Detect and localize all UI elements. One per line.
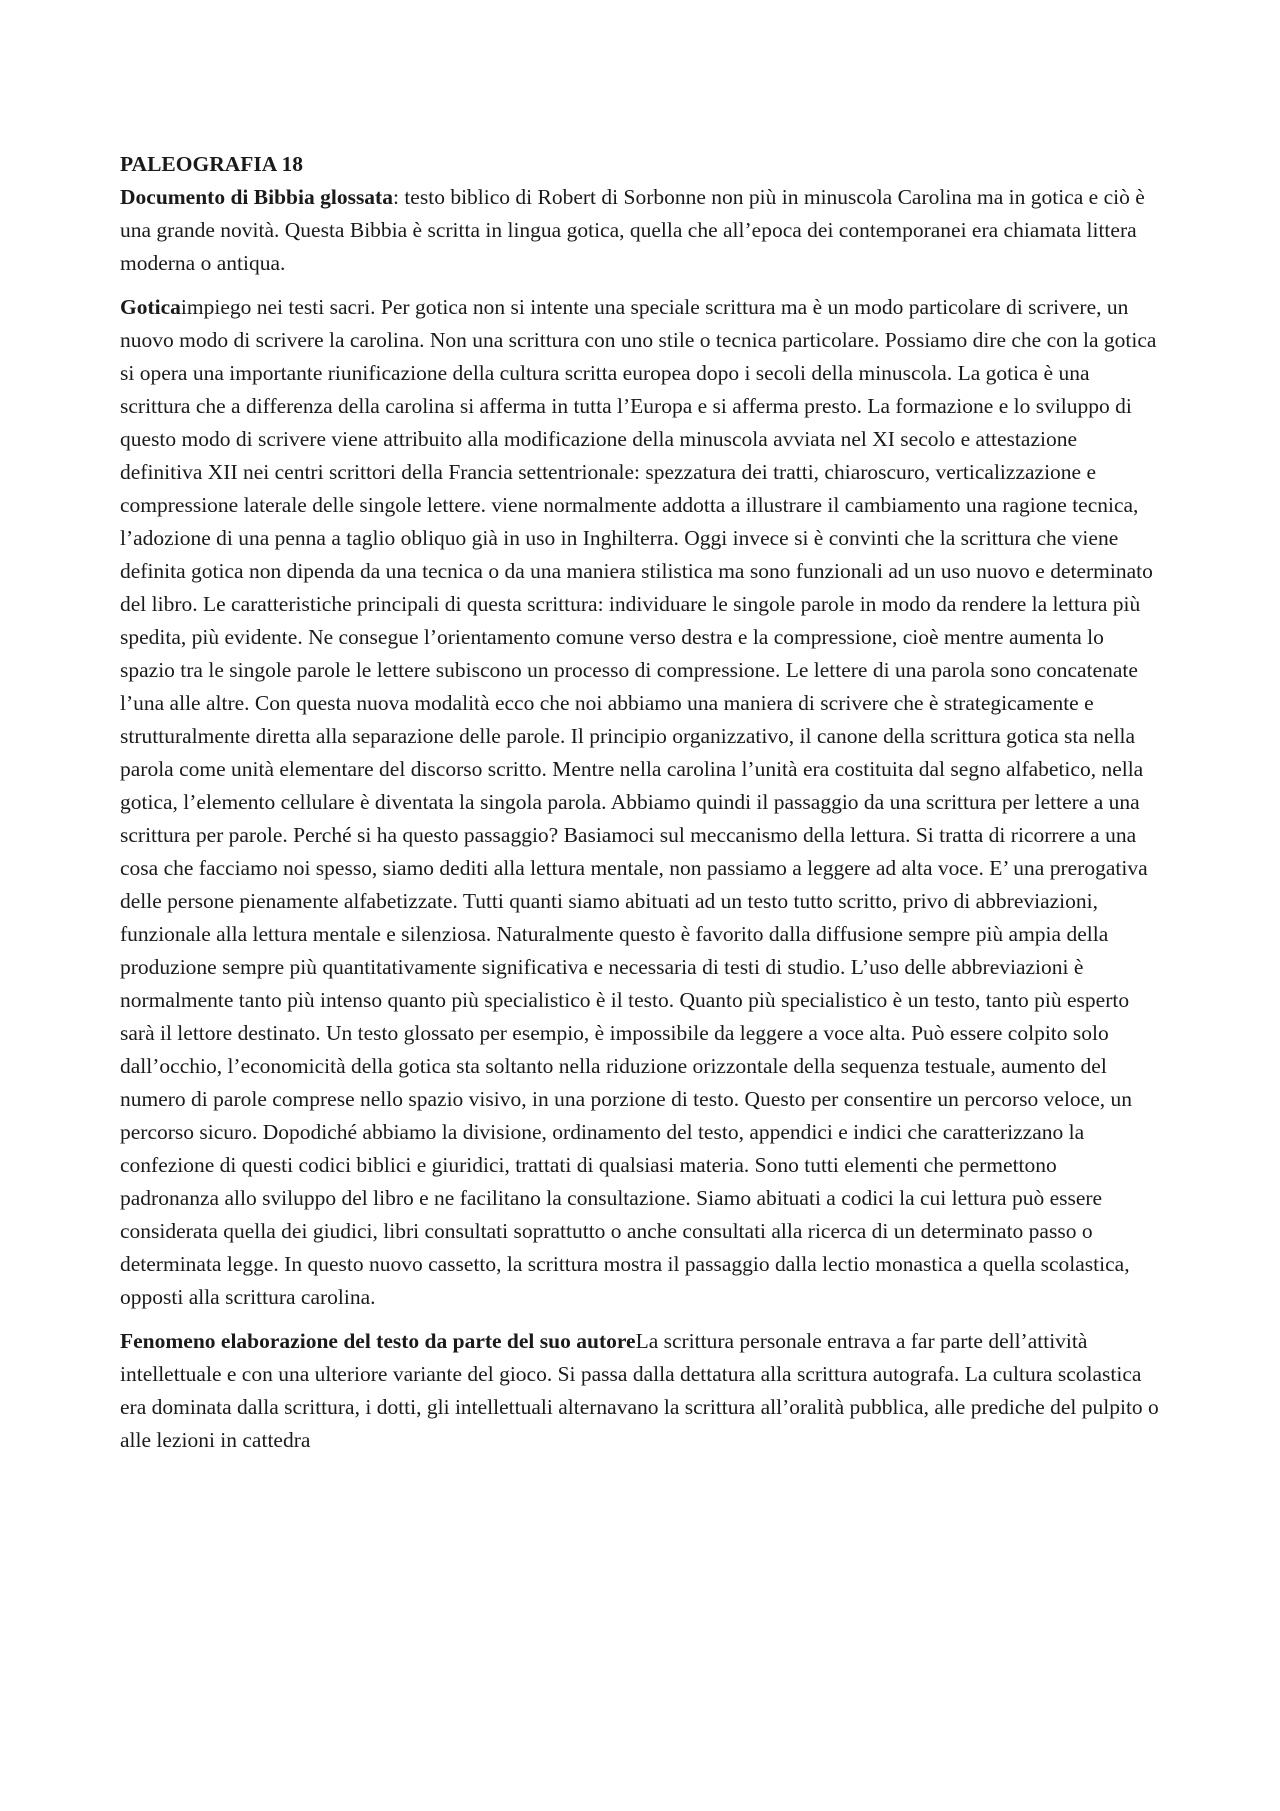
- paragraph-text: : testo biblico di Robert di Sorbonne non più in minuscola Carolina ma in gotica e ciò è una grande novità. Questa Bibbia è scritta in lingua gotica, quella che all’epoca dei contemporanei era chiamata littera moderna o antiqua.: [120, 185, 1145, 275]
- paragraph-text: impiego nei testi sacri. Per gotica non si intente una speciale scrittura ma è un modo particolare di scrivere, un nuovo modo di scrivere la carolina. Non una scrittura con uno stile o tecnica particolare. Possiamo dire che con la gotica si opera una importante riunificazione della cultura scritta europea dopo i secoli della minuscola. La gotica è una scrittura che a differenza della carolina si afferma in tutta l’Europa e si afferma presto. La formazione e lo sviluppo di questo modo di scrivere viene attribuito alla modificazione della minuscola avviata nel XI secolo e attestazione definitiva XII nei centri scrittori della Francia settentrionale: spezzatura dei tratti, chiaroscuro, verticalizzazione e compressione laterale delle singole lettere. viene normalmente addotta a illustrare il cambiamento una ragione tecnica, l’adozione di una penna a taglio obliquo già in uso in Inghilterra. Oggi invece si è convinti che la scrittura che viene definita gotica non dipenda da una tecnica o da una maniera stilistica ma sono funzionali ad un uso nuovo e determinato del libro. Le caratteristiche principali di questa scrittura: individuare le singole parole in modo da rendere la lettura più spedita, più evidente. Ne consegue l’orientamento comune verso destra e la compressione, cioè mentre aumenta lo spazio tra le singole parole le lettere subiscono un processo di compressione. Le lettere di una parola sono concatenate l’una alle altre. Con questa nuova modalità ecco che noi abbiamo una maniera di scrivere che è strategicamente e strutturalmente diretta alla separazione delle parole. Il principio organizzativo, il canone della scrittura gotica sta nella parola come unità elementare del discorso scritto. Mentre nella carolina l’unità era costituita dal segno alfabetico, nella gotica, l’elemento cellulare è diventata la singola parola. Abbiamo quindi il passaggio da una scrittura per lettere a una scrittura per parole. Perché si ha questo passaggio? Basiamoci sul meccanismo della lettura. Si tratta di ricorrere a una cosa che facciamo noi spesso, siamo dediti alla lettura mentale, non passiamo a leggere ad alta voce. E’ una prerogativa delle persone pienamente alfabetizzate. Tutti quanti siamo abituati ad un testo tutto scritto, privo di abbreviazioni, funzionale alla lettura mentale e silenziosa. Naturalmente questo è favorito dalla diffusione sempre più ampia della produzione sempre più quantitativamente significativa e necessaria di testi di studio. L’uso delle abbreviazioni è normalmente tanto più intenso quanto più specialistico è il testo. Quanto più specialistico è un testo, tanto più esperto sarà il lettore destinato. Un testo glossato per esempio, è impossibile da leggere a voce alta. Può essere colpito solo dall’occhio, l’economicità della gotica sta soltanto nella riduzione orizzontale della sequenza testuale, aumento del numero di parole comprese nello spazio visivo, in una porzione di testo. Questo per consentire un percorso veloce, un percorso sicuro. Dopodiché abbiamo la divisione, ordinamento del testo, appendici e indici che caratterizzano la confezione di questi codici biblici e giuridici, trattati di qualsiasi materia. Sono tutti elementi che permettono padronanza allo sviluppo del libro e ne facilitano la consultazione. Siamo abituati a codici la cui lettura può essere considerata quella dei giudici, libri consultati soprattutto o anche consultati alla ricerca di un determinato passo o determinata legge. In questo nuovo cassetto, la scrittura mostra il passaggio dalla lectio monastica a quella scolastica, opposti alla scrittura carolina.: [120, 295, 1157, 1309]
- paragraph-lead: Fenomeno elaborazione del testo da parte del suo autore: [120, 1329, 636, 1353]
- paragraph-bibbia-glossata: [120, 181, 1160, 280]
- paragraph-text: La scrittura personale entrava a far parte dell’attività intellettuale e con una ulteriore variante del gioco. Si passa dalla dettatura alla scrittura autografa. La cultura scolastica era dominata dalla scrittura, i dotti, gli intellettuali alternavano la scrittura all’oralità pubblica, alle prediche del pulpito o alle lezioni in cattedra: [120, 1329, 1159, 1452]
- paragraph-lead: Documento di Bibbia glossata: [120, 185, 393, 209]
- paragraph-lead: Gotica: [120, 295, 181, 319]
- paragraph-gotica: [120, 291, 1160, 1314]
- document-page: [120, 148, 1160, 1468]
- paragraph-fenomeno-elaborazione: [120, 1325, 1160, 1457]
- document-title: PALEOGRAFIA 18: [120, 152, 303, 176]
